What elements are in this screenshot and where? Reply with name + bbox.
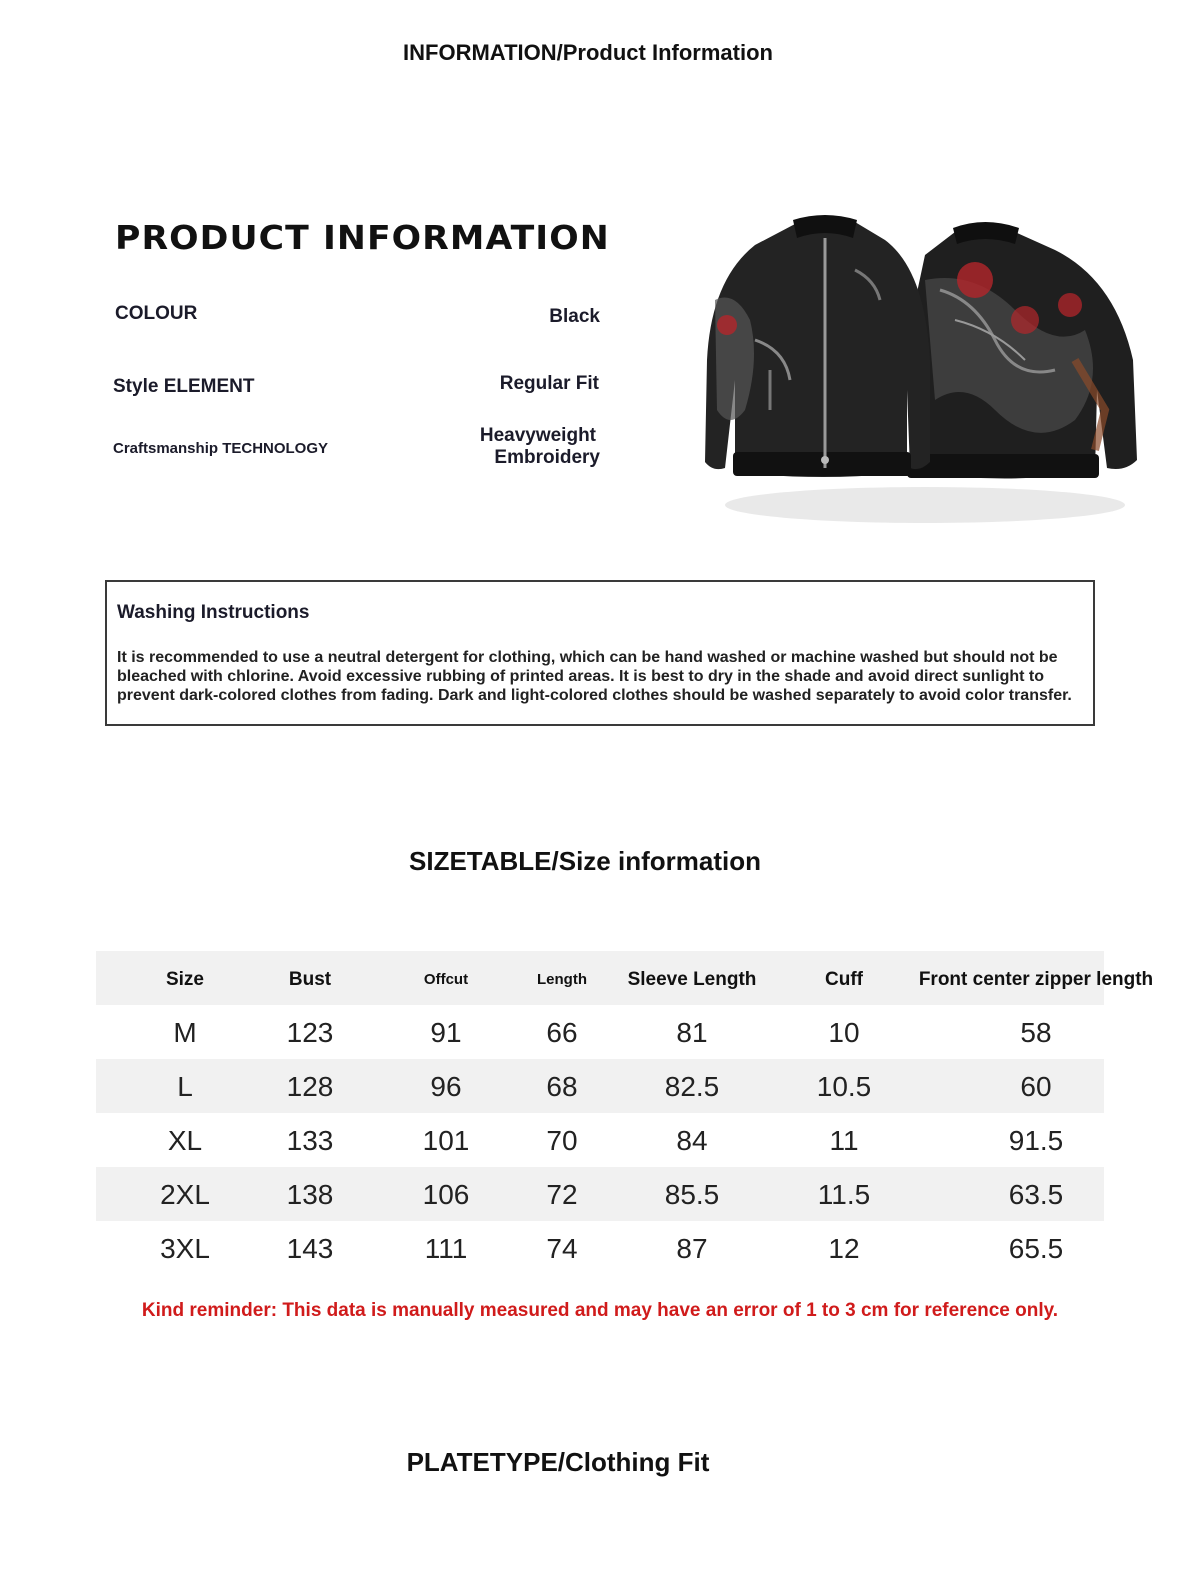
cell-size: 3XL <box>160 1233 210 1264</box>
jacket-illustration <box>675 210 1155 530</box>
cell-offcut: 91 <box>430 1017 462 1048</box>
table-row <box>96 1005 1104 1059</box>
cell-sleeve-length: 87 <box>676 1233 708 1264</box>
cell-zipper-length: 65.5 <box>1008 1233 1064 1264</box>
cell-offcut: 101 <box>422 1125 470 1156</box>
table-row <box>96 1113 1104 1167</box>
cell-offcut: 111 <box>424 1233 468 1264</box>
colour-label: COLOUR <box>115 303 198 324</box>
cell-bust: 123 <box>286 1017 334 1048</box>
cell-sleeve-length: 82.5 <box>664 1071 720 1102</box>
style-label: Style ELEMENT <box>113 376 255 397</box>
cell-length: 74 <box>546 1233 578 1264</box>
jacket-product-image <box>675 210 1155 530</box>
colour-value: Black <box>549 306 600 327</box>
cell-length: 68 <box>546 1071 578 1102</box>
cell-zipper-length: 91.5 <box>1008 1125 1064 1156</box>
cell-sleeve-length: 84 <box>676 1125 708 1156</box>
cell-size: 2XL <box>160 1179 210 1210</box>
craftsmanship-value-line1: Heavyweight <box>479 425 596 446</box>
cell-sleeve-length: 81 <box>676 1017 708 1048</box>
cell-size: L <box>177 1071 193 1102</box>
header-bust: Bust <box>288 969 332 990</box>
jacket-back-image <box>907 222 1137 479</box>
section-title-product-information: INFORMATION/Product Information <box>403 40 773 65</box>
cell-cuff: 12 <box>828 1233 860 1264</box>
cell-bust: 128 <box>286 1071 334 1102</box>
cell-offcut: 96 <box>430 1071 462 1102</box>
section-title-clothing-fit: PLATETYPE/Clothing Fit <box>406 1447 710 1477</box>
cell-cuff: 10.5 <box>816 1071 872 1102</box>
cell-cuff: 11 <box>829 1125 859 1156</box>
table-row <box>96 1221 1104 1275</box>
cell-zipper-length: 60 <box>1020 1071 1052 1102</box>
jacket-front-image <box>705 215 930 477</box>
header-offcut: Offcut <box>423 971 469 988</box>
cell-cuff: 10 <box>828 1017 860 1048</box>
cell-offcut: 106 <box>422 1179 470 1210</box>
header-size: Size <box>165 969 205 990</box>
product-information-title: PRODUCT INFORMATION <box>115 218 610 257</box>
cell-length: 70 <box>546 1125 578 1156</box>
header-length: Length <box>537 971 587 988</box>
size-table-header-row <box>96 951 1154 1005</box>
table-row <box>96 1167 1104 1221</box>
cell-bust: 143 <box>286 1233 334 1264</box>
cell-zipper-length: 58 <box>1020 1017 1052 1048</box>
header-front-zipper-length: Front center zipper length <box>918 969 1154 990</box>
craftsmanship-value-line2: Embroidery <box>494 447 600 468</box>
header-sleeve-length: Sleeve Length <box>627 969 757 990</box>
measurement-reminder: Kind reminder: This data is manually measured and may have an error of 1 to 3 cm for reference only. <box>141 1300 1059 1321</box>
washing-instructions-text: It is recommended to use a neutral detergent for clothing, which can be hand washed or machine washed but should not be bleached with chlorine. Avoid excessive rubbing of printed areas. It is best to dry in the shade and avoid direct sunlight to prevent dark-colored clothes from fading. Dark and light-colored clothes should be washed separately to avoid color transfer. <box>117 649 1072 704</box>
washing-instructions-title: Washing Instructions <box>117 602 310 623</box>
cell-cuff: 11.5 <box>817 1179 871 1210</box>
cell-bust: 133 <box>286 1125 334 1156</box>
header-cuff: Cuff <box>825 969 863 990</box>
cell-bust: 138 <box>286 1179 334 1210</box>
cell-length: 66 <box>546 1017 578 1048</box>
cell-sleeve-length: 85.5 <box>664 1179 720 1210</box>
table-row <box>96 1059 1104 1113</box>
cell-size: XL <box>167 1125 203 1156</box>
size-table <box>96 951 1154 1275</box>
craftsmanship-label: Craftsmanship TECHNOLOGY <box>113 440 329 457</box>
cell-zipper-length: 63.5 <box>1008 1179 1064 1210</box>
cell-length: 72 <box>546 1179 578 1210</box>
craftsmanship-value <box>480 425 600 469</box>
section-title-size-information: SIZETABLE/Size information <box>409 846 761 876</box>
style-value: Regular Fit <box>499 373 599 394</box>
cell-size: M <box>173 1017 197 1048</box>
